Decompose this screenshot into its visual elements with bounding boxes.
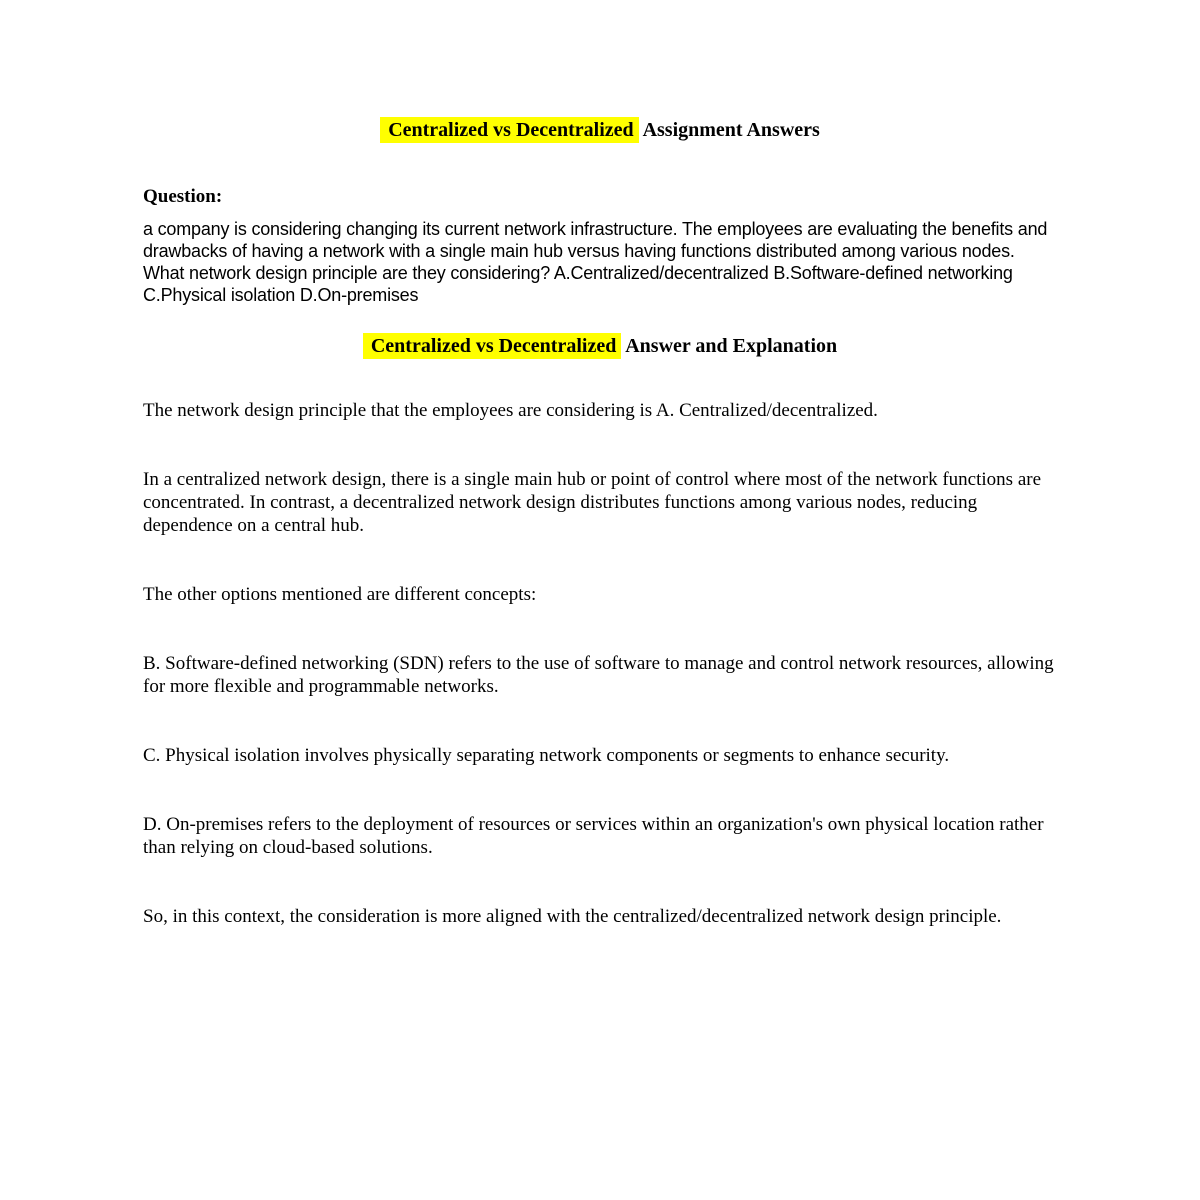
answer-paragraph: So, in this context, the consideration is more aligned with the centralized/decentralized network design principle. [143, 906, 1002, 927]
answer-paragraph: C. Physical isolation involves physically separating network components or segments to enhance security. [143, 745, 950, 766]
highlighted-answer-heading-text: Centralized vs Decentralized [363, 333, 621, 359]
question-label: Question: [143, 186, 223, 207]
highlighted-title-text: Centralized vs Decentralized [380, 117, 638, 143]
answer-heading-rest-text: Answer and Explanation [621, 335, 838, 357]
answer-heading [143, 334, 1057, 359]
answer-paragraph: In a centralized network design, there is a single main hub or point of control where most of the network functions are concentrated. In contrast, a decentralized network design distributes functions among various nodes, reducing dependence on a central hub. [143, 469, 1042, 536]
answer-paragraph: D. On-premises refers to the deployment of resources or services within an organization's own physical location rather than relying on cloud-based solutions. [143, 814, 1044, 858]
page-title [143, 118, 1057, 143]
question-text: a company is considering changing its current network infrastructure. The employees are evaluating the benefits and drawbacks of having a network with a single main hub versus having functions distributed among various nodes. What network design principle are they considering? A.Centralized/decentralized B.Software-defined networking C.Physical isolation D.On-premises [143, 219, 1048, 305]
answer-paragraph: The network design principle that the employees are considering is A. Centralized/decentralized. [143, 400, 878, 421]
title-rest-text: Assignment Answers [638, 119, 820, 141]
answer-paragraph: B. Software-defined networking (SDN) refers to the use of software to manage and control network resources, allowing for more flexible and programmable networks. [143, 653, 1054, 697]
answer-paragraph: The other options mentioned are different concepts: [143, 584, 537, 605]
